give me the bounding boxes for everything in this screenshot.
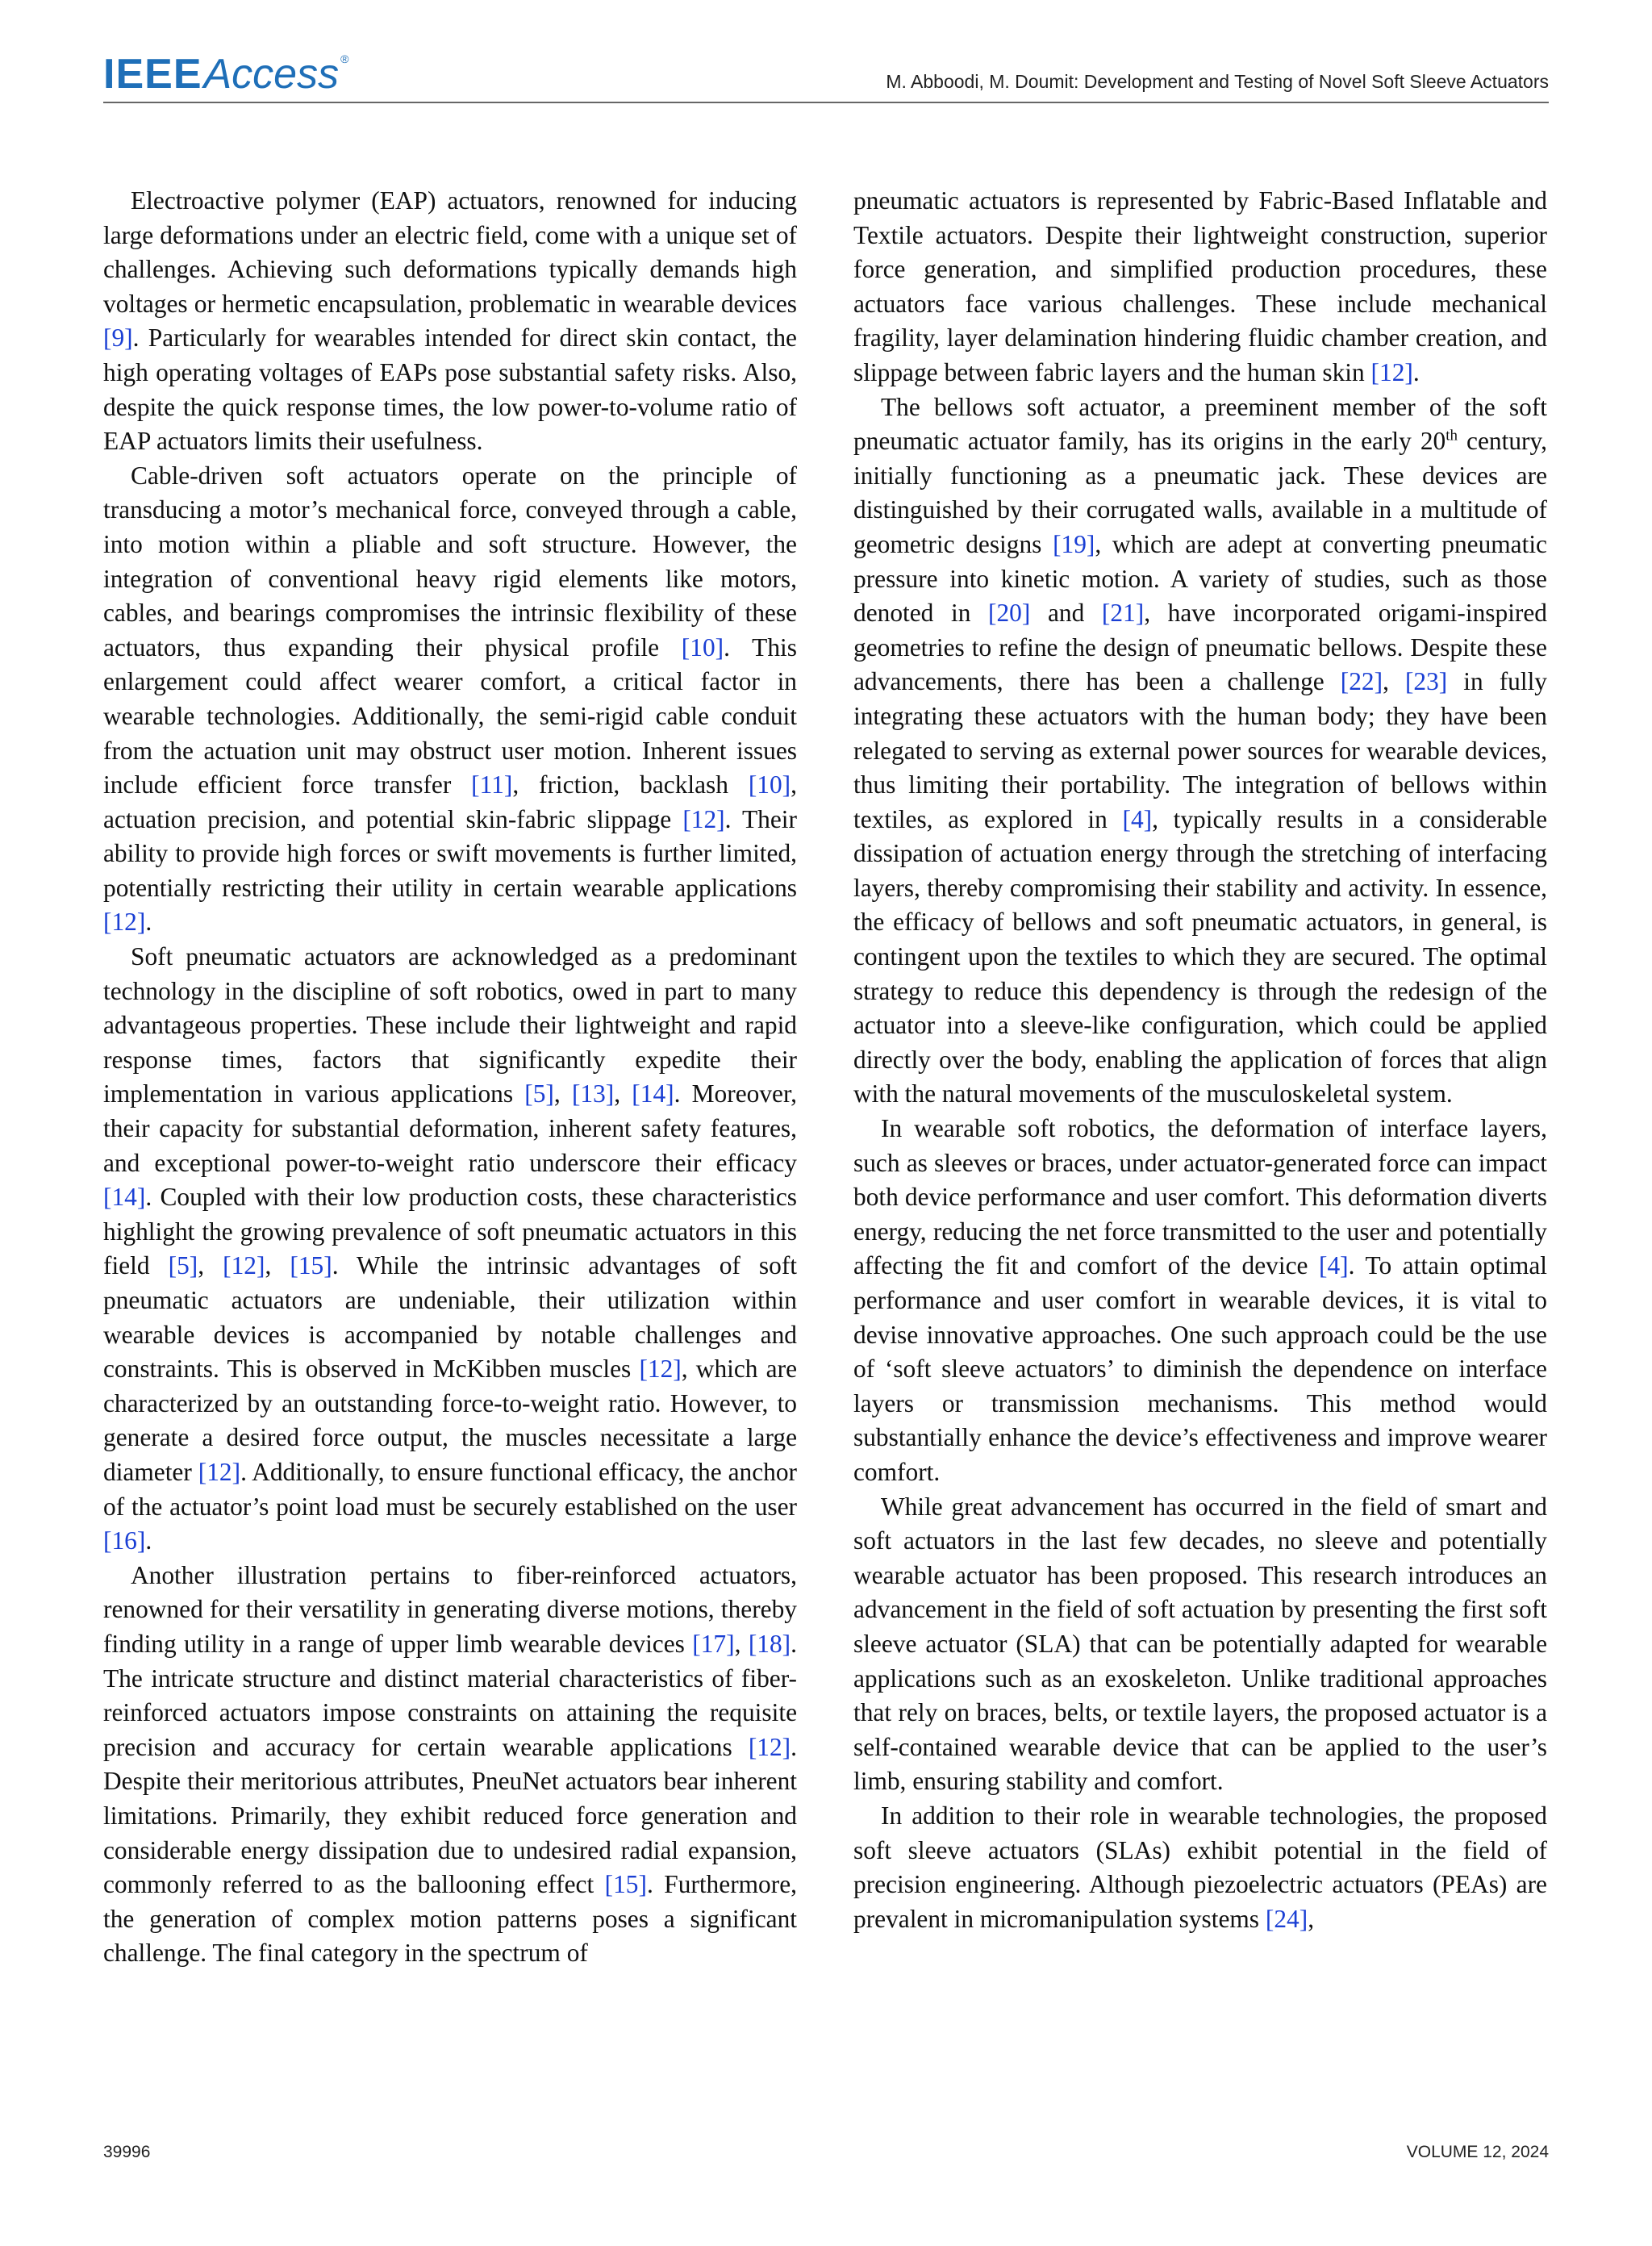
paragraph-eap-actuators: Electroactive polymer (EAP) actuators, renowned for inducing large deformations under an electric field, come with a unique set of challenges. Achieving such deformations typically demands high voltages or hermetic encapsulation, problematic in wearable devices [9]. Particularly for wearables intended for direct skin contact, the high operating voltages of EAPs pose substantial safety risks. Also, despite the quick response times, the low power-to-volume ratio of EAP actuators limits their usefulness.: [103, 186, 797, 456]
left-column: [103, 184, 797, 1971]
citation-link[interactable]: [4]: [1319, 1251, 1349, 1280]
paragraph-bellows-actuator: The bellows soft actuator, a preeminent member of the soft pneumatic actuator family, has its origins in the early 20th century, initially functioning as a pneumatic jack. These devices are distinguished by their corrugated walls, available in a multitude of geometric designs [19], which are adept at converting pneumatic pressure into kinetic motion. A variety of studies, such as those denoted in [20] and [21], have incorporated origami-inspired geometries to refine the design of pneumatic bellows. Despite these advancements, there has been a challenge [22], [23] in fully integrating these actuators with the human body; they have been relegated to serving as external power sources for wearable devices, thus limiting their portability. The integration of bellows within textiles, as explored in [4], typically results in a considerable dissipation of actuation energy through the stretching of interfacing layers, thereby compromising their stability and activity. In essence, the efficacy of bellows and soft pneumatic actuators, in general, is contingent upon the textiles to which they are secured. The optimal strategy to reduce this dependency is through the redesign of the actuator into a sleeve-like configuration, which could be applied directly over the body, enabling the application of forces that align with the natural movements of the musculoskeletal system.: [853, 392, 1547, 1108]
citation-link[interactable]: [9]: [103, 324, 133, 353]
citation-link[interactable]: [18]: [748, 1629, 791, 1658]
logo-trademark: ®: [340, 52, 349, 65]
citation-link[interactable]: [12]: [103, 908, 146, 937]
paragraph-sleeve-actuator-intro: While great advancement has occurred in the field of smart and soft actuators in the last few decades, no sleeve and potentially wearable actuator has been proposed. This research introduces an advancement in the field of soft actuation by presenting the first soft sleeve actuator (SLA) that can be potentially adapted for wearable applications such as an exoskeleton. Unlike traditional approaches that rely on braces, belts, or textile layers, the proposed actuator is a self-contained wearable device that can be applied to the user’s limb, ensuring stability and comfort.: [853, 1492, 1547, 1796]
paragraph-precision-engineering: In addition to their role in wearable technologies, the proposed soft sleeve actuators (SLAs) exhibit potential in the field of precision engineering. Although piezoelectric actuators (PEAs) are prevalent in micromanipulation systems [24],: [853, 1801, 1547, 1933]
citation-link[interactable]: [17]: [692, 1629, 735, 1658]
paragraph-fabric-based-actuators: pneumatic actuators is represented by Fabric-Based Inflatable and Textile actuators. Despite their lightweight construction, superior force generation, and simplified production procedures, these actuators face various challenges. These include mechanical fragility, layer delamination hindering fluidic chamber creation, and slippage between fabric layers and the human skin [12].: [853, 186, 1547, 386]
paragraph-interface-layers: In wearable soft robotics, the deformation of interface layers, such as sleeves or braces, under actuator-generated force can impact both device performance and user comfort. This deformation diverts energy, reducing the net force transmitted to the user and potentially affecting the fit and comfort of the device [4]. To attain optimal performance and user comfort in wearable devices, it is vital to devise innovative approaches. One such approach could be the use of ‘soft sleeve actuators’ to diminish the dependence on interface layers or transmission mechanisms. This method would substantially enhance the device’s effectiveness and improve wearer comfort.: [853, 1114, 1547, 1486]
paragraph-fiber-reinforced-actuators: Another illustration pertains to fiber-reinforced actuators, renowned for their versatility in generating diverse motions, thereby finding utility in a range of upper limb wearable devices [17], [18]. The intricate structure and distinct material characteristics of fiber-reinforced actuators impose constraints on attaining the requisite precision and accuracy for certain wearable applications [12]. Despite their meritorious attributes, PneuNet actuators bear inherent limitations. Primarily, they exhibit reduced force generation and considerable energy dissipation due to undesired radial expansion, commonly referred to as the ballooning effect [15]. Furthermore, the generation of complex motion patterns poses a significant challenge. The final category in the spectrum of: [103, 1560, 797, 1968]
citation-link[interactable]: [11]: [471, 770, 513, 799]
citation-link[interactable]: [21]: [1101, 599, 1145, 628]
citation-link[interactable]: [24]: [1265, 1904, 1308, 1933]
citation-link[interactable]: [13]: [571, 1079, 615, 1108]
logo-access-text: Access: [203, 51, 340, 98]
right-column: [853, 184, 1547, 1936]
citation-link[interactable]: [22]: [1340, 667, 1383, 696]
citation-link[interactable]: [10]: [748, 770, 791, 799]
citation-link[interactable]: [20]: [988, 599, 1031, 628]
citation-link[interactable]: [23]: [1404, 667, 1448, 696]
citation-link[interactable]: [12]: [198, 1457, 241, 1486]
citation-link[interactable]: [5]: [524, 1079, 554, 1108]
citation-link[interactable]: [12]: [223, 1251, 265, 1280]
citation-link[interactable]: [12]: [748, 1732, 791, 1761]
header-rule: [103, 102, 1549, 103]
superscript-th: th: [1446, 427, 1458, 445]
page-number: 39996: [103, 2143, 151, 2161]
running-head: M. Abboodi, M. Doumit: Development and Testing of Novel Soft Sleeve Actuators: [886, 71, 1549, 92]
citation-link[interactable]: [15]: [290, 1251, 332, 1280]
citation-link[interactable]: [12]: [1370, 357, 1413, 386]
citation-link[interactable]: [16]: [103, 1526, 146, 1555]
paragraph-soft-pneumatic-actuators: Soft pneumatic actuators are acknowledged as a predominant technology in the discipline of soft robotics, owed in part to many advantageous properties. These include their lightweight and rapid response times, factors that significantly expedite their implementation in various applications [5], [13], [14]. Moreover, their capacity for substantial deformation, inherent safety features, and exceptional power-to-weight ratio underscore their efficacy [14]. Coupled with their low production costs, these characteristics highlight the growing prevalence of soft pneumatic actuators in this field [5], [12], [15]. While the intrinsic advantages of soft pneumatic actuators are undeniable, their utilization within wearable devices is accompanied by notable challenges and constraints. This is observed in McKibben muscles [12], which are characterized by an outstanding force-to-weight ratio. However, to generate a desired force output, the muscles necessitate a large diameter [12]. Additionally, to ensure functional efficacy, the anchor of the actuator’s point load must be securely established on the user [16].: [103, 942, 798, 1555]
citation-link[interactable]: [5]: [168, 1251, 198, 1280]
citation-link[interactable]: [12]: [639, 1355, 682, 1384]
citation-link[interactable]: [12]: [682, 804, 725, 833]
volume-label: VOLUME 12, 2024: [1406, 2143, 1549, 2161]
citation-link[interactable]: [14]: [103, 1183, 146, 1212]
citation-link[interactable]: [4]: [1122, 804, 1153, 833]
citation-link[interactable]: [15]: [604, 1870, 647, 1899]
citation-link[interactable]: [10]: [681, 632, 724, 662]
logo-ieee-text: IEEE: [103, 51, 202, 98]
citation-link[interactable]: [19]: [1053, 529, 1095, 558]
citation-link[interactable]: [14]: [632, 1079, 674, 1108]
ieee-access-logo: [103, 51, 349, 98]
paragraph-cable-driven-actuators: Cable-driven soft actuators operate on the principle of transducing a motor’s mechanical force, conveyed through a cable, into motion within a pliable and soft structure. However, the integration of conventional heavy rigid elements like motors, cables, and bearings compromises the intrinsic flexibility of these actuators, thus expanding their physical profile [10]. This enlargement could affect wearer comfort, a critical factor in wearable technologies. Additionally, the semi-rigid cable conduit from the actuation unit may obstruct user motion. Inherent issues include efficient force transfer [11], friction, backlash [10], actuation precision, and potential skin-fabric slippage [12]. Their ability to provide high forces or swift movements is further limited, potentially restricting their utility in certain wearable applications [12].: [103, 461, 797, 937]
